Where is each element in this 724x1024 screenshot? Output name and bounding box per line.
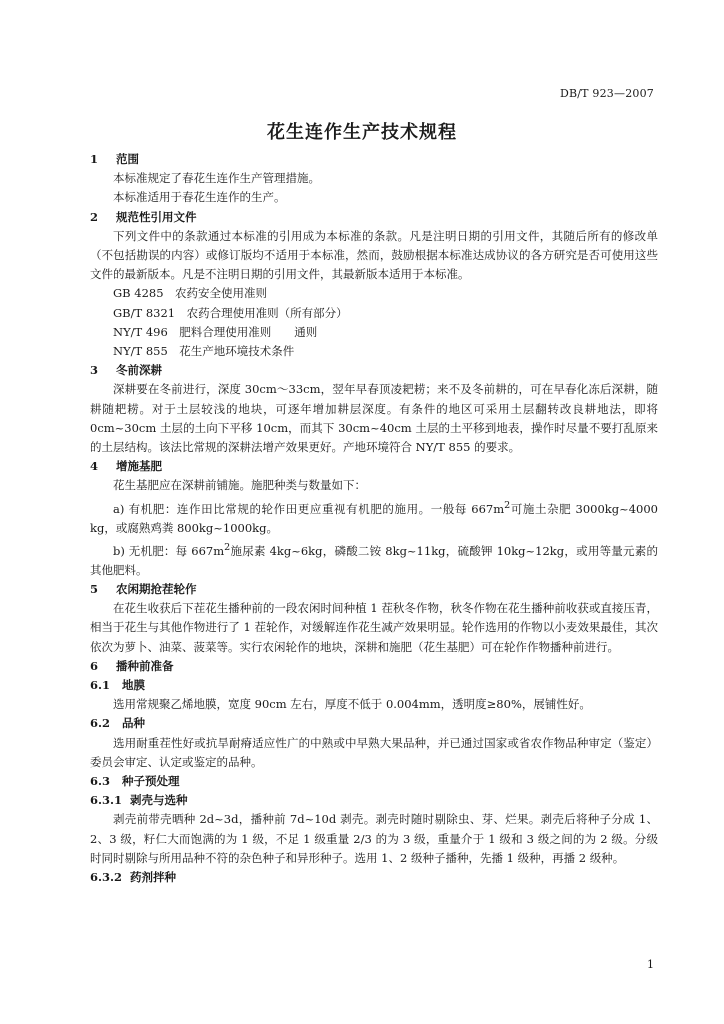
paragraph: 选用常规聚乙烯地膜，宽度 90cm 左右，厚度不低于 0.004mm，透明度≥80%，展铺性好。 — [113, 697, 591, 712]
paragraph: 在花生收获后下茬花生播种前的一段农闲时间种植 1 茬秋冬作物，秋冬作物在花生播种前收获或直接压青，相当于花生与其他作物进行了 1 茬轮作，对缓解连作花生减产效果明显。轮作选用的作物以小麦效果最佳，其次依次为萝卜、油菜、菠菜等。实行农闲轮作的地块，深耕和施肥（花生基肥）可在轮作作物播种前进行。 — [90, 601, 658, 654]
page-number: 1 — [647, 958, 654, 971]
paragraph: 本标准规定了春花生连作生产管理措施。 — [113, 171, 320, 186]
subsubsection-heading: 6.3.2 药剂拌种 — [90, 869, 176, 884]
subsubsection-heading: 6.3.1 剥壳与选种 — [90, 793, 188, 808]
document-body — [90, 150, 658, 887]
paragraph: 深耕要在冬前进行，深度 30cm～33cm，翌年早春顶凌耙耢；来不及冬前耕的，可在早春化冻后深耕，随耕随耙耢。对于土层较浅的地块，可逐年增加耕层深度。有条件的地区可采用土层翻转改良耕地法，即将 0cm~30cm 土层的土向下平移 10cm，而其下 30cm~40cm 土层的土平移到地表，操作时尽量不要打乱原来的土层结构。该法比常规的深耕法增产效果更好。产地环境符合 NY/T 855 的要求。 — [90, 382, 658, 454]
paragraph: 本标准适用于春花生连作的生产。 — [113, 190, 286, 205]
paragraph: 剥壳前带壳晒种 2d~3d，播种前 7d~10d 剥壳。剥壳时随时剔除虫、芽、烂果。剥壳后将种子分成 1、2、3 级，籽仁大而饱满的为 1 级，不足 1 级重量 2/3 的为 3 级，重量介于 1 级和 3 级之间的为 2 级。分级时同时剔除与所用品种不符的杂色种子和异形种子。选用 1、2 级种子播种，先播 1 级种，再播 2 级种。 — [90, 812, 658, 865]
list-item-b: b) 无机肥：每 $667m^2$施尿素 4kg~6kg，磷酸二铵 8kg~11kg，硫酸钾 10kg~12kg，或用等量元素的其他肥料。 — [90, 541, 658, 577]
section-heading: 3 冬前深耕 — [90, 363, 162, 378]
section-heading: 6 播种前准备 — [90, 658, 174, 673]
section-heading: 2 规范性引用文件 — [90, 209, 197, 224]
section-heading: 1 范围 — [90, 152, 139, 166]
subsection-heading: 6.1 地膜 — [90, 677, 145, 692]
paragraph: 下列文件中的条款通过本标准的引用成为本标准的条款。凡是注明日期的引用文件，其随后所有的修改单（不包括勘误的内容）或修订版均不适用于本标准，然而，鼓励根据本标准达成协议的各方研究是否可使用这些文件的最新版本。凡是不注明日期的引用文件，其最新版本适用于本标准。 — [90, 228, 658, 282]
subsection-heading: 6.2 品种 — [90, 716, 145, 731]
reference-item: NY/T 496 肥料合理使用准则 通则 — [113, 324, 318, 339]
section-heading: 4 增施基肥 — [90, 459, 162, 474]
reference-item: NY/T 855 花生产地环境技术条件 — [113, 343, 295, 358]
reference-item: GB/T 8321 农药合理使用准则（所有部分） — [113, 305, 348, 320]
paragraph: 选用耐重茬性好或抗旱耐瘠适应性广的中熟或中早熟大果品种，并已通过国家或省农作物品种审定（鉴定）委员会审定、认定或鉴定的品种。 — [90, 735, 658, 769]
subsection-heading: 6.3 种子预处理 — [90, 773, 180, 788]
section-heading: 5 农闲期抢茬轮作 — [90, 582, 197, 596]
reference-item: GB 4285 农药安全使用准则 — [113, 286, 268, 301]
document-number: DB/T 923—2007 — [559, 87, 654, 100]
list-item-a: a) 有机肥：连作田比常规的轮作田更应重视有机肥的施用。一般每 $667m^2$可施土杂肥 3000kg~4000 kg，或腐熟鸡粪 800kg~1000kg。 — [90, 499, 658, 535]
document-title: 花生连作生产技术规程 — [267, 122, 457, 143]
paragraph: 花生基肥应在深耕前铺施。施肥种类与数量如下： — [113, 478, 366, 493]
